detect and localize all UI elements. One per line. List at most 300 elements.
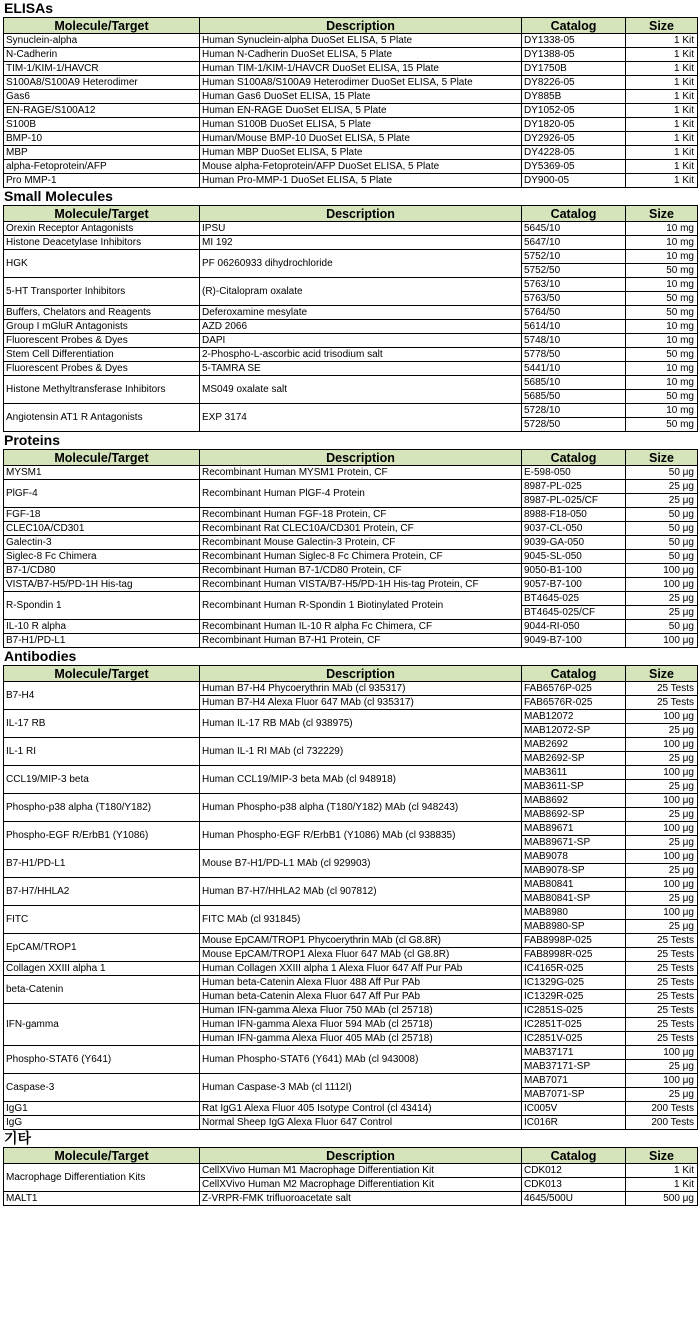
molecule-cell: N-Cadherin	[4, 48, 200, 62]
description-cell: 5-TAMRA SE	[200, 362, 522, 376]
table-row	[4, 62, 698, 76]
description-cell: Human IFN-gamma Alexa Fluor 405 MAb (cl 25718)	[200, 1032, 522, 1046]
description-cell: Human CCL19/MIP-3 beta MAb (cl 948918)	[200, 766, 522, 794]
catalog-cell: MAB9078-SP	[522, 864, 626, 878]
size-cell: 1 Kit	[626, 160, 698, 174]
table-row	[4, 118, 698, 132]
size-cell: 25 μg	[626, 606, 698, 620]
size-cell: 100 μg	[626, 766, 698, 780]
size-cell: 100 μg	[626, 850, 698, 864]
size-cell: 100 μg	[626, 822, 698, 836]
table-row	[4, 480, 698, 494]
size-cell: 50 mg	[626, 348, 698, 362]
table-row	[4, 1046, 698, 1060]
molecule-cell: Group I mGluR Antagonists	[4, 320, 200, 334]
catalog-cell: DY885B	[522, 90, 626, 104]
table-row	[4, 404, 698, 418]
description-cell: Recombinant Human PlGF-4 Protein	[200, 480, 522, 508]
description-cell: Human Phospho-STAT6 (Y641) MAb (cl 943008)	[200, 1046, 522, 1074]
catalog-cell: DY900-05	[522, 174, 626, 188]
size-cell: 50 μg	[626, 550, 698, 564]
table-row	[4, 934, 698, 948]
size-cell: 50 mg	[626, 306, 698, 320]
catalog-cell: 5764/50	[522, 306, 626, 320]
table-row	[4, 222, 698, 236]
catalog-cell: 5441/10	[522, 362, 626, 376]
size-cell: 25 Tests	[626, 696, 698, 710]
molecule-cell: PlGF-4	[4, 480, 200, 508]
description-cell: MI 192	[200, 236, 522, 250]
catalog-cell: FAB6576R-025	[522, 696, 626, 710]
description-cell: Rat IgG1 Alexa Fluor 405 Isotype Control (cl 43414)	[200, 1102, 522, 1116]
size-cell: 100 μg	[626, 564, 698, 578]
table-row	[4, 76, 698, 90]
header-molecule: Molecule/Target	[4, 1148, 200, 1164]
product-table	[3, 17, 698, 188]
size-cell: 10 mg	[626, 222, 698, 236]
catalog-cell: 5645/10	[522, 222, 626, 236]
catalog-cell: 5748/10	[522, 334, 626, 348]
size-cell: 25 Tests	[626, 1004, 698, 1018]
description-cell: Recombinant Human R-Spondin 1 Biotinylated Protein	[200, 592, 522, 620]
table-row	[4, 634, 698, 648]
table-row	[4, 682, 698, 696]
size-cell: 10 mg	[626, 334, 698, 348]
size-cell: 100 μg	[626, 634, 698, 648]
catalog-cell: 5685/50	[522, 390, 626, 404]
molecule-cell: Galectin-3	[4, 536, 200, 550]
table-row	[4, 766, 698, 780]
description-cell: Human Pro-MMP-1 DuoSet ELISA, 5 Plate	[200, 174, 522, 188]
description-cell: Human beta-Catenin Alexa Fluor 488 Aff Pur PAb	[200, 976, 522, 990]
molecule-cell: Buffers, Chelators and Reagents	[4, 306, 200, 320]
molecule-cell: IL-17 RB	[4, 710, 200, 738]
header-size: Size	[626, 1148, 698, 1164]
section-title: Small Molecules	[4, 188, 113, 204]
description-cell: (R)-Citalopram oxalate	[200, 278, 522, 306]
table-row	[4, 564, 698, 578]
catalog-cell: DY1820-05	[522, 118, 626, 132]
description-cell: Human IL-17 RB MAb (cl 938975)	[200, 710, 522, 738]
size-cell: 25 μg	[626, 592, 698, 606]
table-row	[4, 738, 698, 752]
size-cell: 500 μg	[626, 1192, 698, 1206]
molecule-cell: MYSM1	[4, 466, 200, 480]
catalog-cell: 5763/10	[522, 278, 626, 292]
catalog-cell: 9050-B1-100	[522, 564, 626, 578]
description-cell: Mouse alpha-Fetoprotein/AFP DuoSet ELISA, 5 Plate	[200, 160, 522, 174]
table-row	[4, 1102, 698, 1116]
molecule-cell: EN-RAGE/S100A12	[4, 104, 200, 118]
table-row	[4, 522, 698, 536]
table-header-row	[4, 1148, 698, 1164]
catalog-cell: DY4228-05	[522, 146, 626, 160]
header-size: Size	[626, 18, 698, 34]
size-cell: 25 Tests	[626, 990, 698, 1004]
molecule-cell: 5-HT Transporter Inhibitors	[4, 278, 200, 306]
header-catalog: Catalog	[522, 18, 626, 34]
description-cell: Recombinant Human B7-H1 Protein, CF	[200, 634, 522, 648]
table-row	[4, 334, 698, 348]
description-cell: Mouse EpCAM/TROP1 Phycoerythrin MAb (cl G8.8R)	[200, 934, 522, 948]
catalog-cell: 9045-SL-050	[522, 550, 626, 564]
size-cell: 25 μg	[626, 892, 698, 906]
catalog-cell: MAB89671	[522, 822, 626, 836]
description-cell: Human Phospho-p38 alpha (T180/Y182) MAb (cl 948243)	[200, 794, 522, 822]
table-row	[4, 822, 698, 836]
description-cell: IPSU	[200, 222, 522, 236]
catalog-cell: BT4645-025	[522, 592, 626, 606]
description-cell: Mouse EpCAM/TROP1 Alexa Fluor 647 MAb (cl G8.8R)	[200, 948, 522, 962]
size-cell: 100 μg	[626, 738, 698, 752]
molecule-cell: B7-H7/HHLA2	[4, 878, 200, 906]
catalog-cell: MAB80841	[522, 878, 626, 892]
molecule-cell: S100A8/S100A9 Heterodimer	[4, 76, 200, 90]
molecule-cell: HGK	[4, 250, 200, 278]
size-cell: 100 μg	[626, 878, 698, 892]
catalog-cell: MAB8980-SP	[522, 920, 626, 934]
catalog-cell: 9039-GA-050	[522, 536, 626, 550]
size-cell: 100 μg	[626, 1046, 698, 1060]
table-row	[4, 710, 698, 724]
table-header-row	[4, 666, 698, 682]
catalog-cell: MAB89671-SP	[522, 836, 626, 850]
table-row	[4, 236, 698, 250]
size-cell: 25 μg	[626, 864, 698, 878]
description-cell: Recombinant Mouse Galectin-3 Protein, CF	[200, 536, 522, 550]
size-cell: 25 μg	[626, 1060, 698, 1074]
catalog-cell: DY8226-05	[522, 76, 626, 90]
size-cell: 200 Tests	[626, 1116, 698, 1130]
molecule-cell: B7-1/CD80	[4, 564, 200, 578]
table-row	[4, 320, 698, 334]
size-cell: 10 mg	[626, 250, 698, 264]
size-cell: 10 mg	[626, 236, 698, 250]
catalog-cell: MAB37171	[522, 1046, 626, 1060]
section-title: 기타	[4, 1130, 32, 1146]
catalog-cell: 9049-B7-100	[522, 634, 626, 648]
product-table	[3, 1147, 698, 1206]
size-cell: 50 μg	[626, 522, 698, 536]
description-cell: Human Phospho-EGF R/ErbB1 (Y1086) MAb (cl 938835)	[200, 822, 522, 850]
size-cell: 50 mg	[626, 292, 698, 306]
header-description: Description	[200, 450, 522, 466]
table-header-row	[4, 450, 698, 466]
description-cell: Human S100B DuoSet ELISA, 5 Plate	[200, 118, 522, 132]
catalog-cell: 8987-PL-025/CF	[522, 494, 626, 508]
size-cell: 1 Kit	[626, 132, 698, 146]
catalog-cell: 5763/50	[522, 292, 626, 306]
description-cell: Deferoxamine mesylate	[200, 306, 522, 320]
catalog-cell: 5752/50	[522, 264, 626, 278]
description-cell: Human beta-Catenin Alexa Fluor 647 Aff Pur PAb	[200, 990, 522, 1004]
molecule-cell: MALT1	[4, 1192, 200, 1206]
molecule-cell: VISTA/B7-H5/PD-1H His-tag	[4, 578, 200, 592]
description-cell: FITC MAb (cl 931845)	[200, 906, 522, 934]
molecule-cell: IgG	[4, 1116, 200, 1130]
size-cell: 50 μg	[626, 508, 698, 522]
size-cell: 10 mg	[626, 278, 698, 292]
description-cell: Human Gas6 DuoSet ELISA, 15 Plate	[200, 90, 522, 104]
table-row	[4, 160, 698, 174]
table-row	[4, 250, 698, 264]
table-row	[4, 1074, 698, 1088]
molecule-cell: Caspase-3	[4, 1074, 200, 1102]
description-cell: Human S100A8/S100A9 Heterodimer DuoSet ELISA, 5 Plate	[200, 76, 522, 90]
size-cell: 25 Tests	[626, 1032, 698, 1046]
catalog-cell: IC1329R-025	[522, 990, 626, 1004]
table-row	[4, 104, 698, 118]
table-row	[4, 306, 698, 320]
molecule-cell: B7-H4	[4, 682, 200, 710]
description-cell: Recombinant Human B7-1/CD80 Protein, CF	[200, 564, 522, 578]
molecule-cell: Phospho-p38 alpha (T180/Y182)	[4, 794, 200, 822]
size-cell: 25 Tests	[626, 682, 698, 696]
table-row	[4, 174, 698, 188]
description-cell: Recombinant Human Siglec-8 Fc Chimera Protein, CF	[200, 550, 522, 564]
size-cell: 1 Kit	[626, 146, 698, 160]
catalog-cell: MAB8980	[522, 906, 626, 920]
description-cell: 2-Phospho-L-ascorbic acid trisodium salt	[200, 348, 522, 362]
catalog-cell: DY1338-05	[522, 34, 626, 48]
header-description: Description	[200, 206, 522, 222]
catalog-cell: BT4645-025/CF	[522, 606, 626, 620]
molecule-cell: Histone Methyltransferase Inhibitors	[4, 376, 200, 404]
description-cell: Recombinant Human MYSM1 Protein, CF	[200, 466, 522, 480]
table-row	[4, 850, 698, 864]
description-cell: EXP 3174	[200, 404, 522, 432]
table-row	[4, 1004, 698, 1018]
header-molecule: Molecule/Target	[4, 18, 200, 34]
header-description: Description	[200, 666, 522, 682]
table-row	[4, 508, 698, 522]
table-row	[4, 976, 698, 990]
catalog-cell: DY5369-05	[522, 160, 626, 174]
catalog-cell: 5752/10	[522, 250, 626, 264]
table-row	[4, 348, 698, 362]
size-cell: 25 μg	[626, 920, 698, 934]
header-catalog: Catalog	[522, 666, 626, 682]
size-cell: 50 μg	[626, 466, 698, 480]
table-row	[4, 536, 698, 550]
catalog-cell: MAB12072	[522, 710, 626, 724]
molecule-cell: R-Spondin 1	[4, 592, 200, 620]
product-table	[3, 665, 698, 1130]
table-row	[4, 962, 698, 976]
catalog-cell: MAB7071	[522, 1074, 626, 1088]
catalog-cell: E-598-050	[522, 466, 626, 480]
size-cell: 200 Tests	[626, 1102, 698, 1116]
size-cell: 25 Tests	[626, 1018, 698, 1032]
table-row	[4, 90, 698, 104]
size-cell: 1 Kit	[626, 90, 698, 104]
catalog-cell: 9037-CL-050	[522, 522, 626, 536]
catalog-cell: FAB8998P-025	[522, 934, 626, 948]
section-title: Antibodies	[4, 648, 77, 664]
size-cell: 1 Kit	[626, 1178, 698, 1192]
molecule-cell: Siglec-8 Fc Chimera	[4, 550, 200, 564]
size-cell: 25 Tests	[626, 948, 698, 962]
catalog-cell: 8987-PL-025	[522, 480, 626, 494]
table-row	[4, 1164, 698, 1178]
catalog-cell: DY2926-05	[522, 132, 626, 146]
catalog-cell: MAB7071-SP	[522, 1088, 626, 1102]
size-cell: 25 μg	[626, 724, 698, 738]
size-cell: 1 Kit	[626, 34, 698, 48]
molecule-cell: BMP-10	[4, 132, 200, 146]
molecule-cell: beta-Catenin	[4, 976, 200, 1004]
catalog-cell: 8988-F18-050	[522, 508, 626, 522]
table-row	[4, 278, 698, 292]
size-cell: 100 μg	[626, 578, 698, 592]
molecule-cell: MBP	[4, 146, 200, 160]
size-cell: 1 Kit	[626, 1164, 698, 1178]
molecule-cell: EpCAM/TROP1	[4, 934, 200, 962]
size-cell: 50 μg	[626, 620, 698, 634]
description-cell: Human B7-H4 Alexa Fluor 647 MAb (cl 935317)	[200, 696, 522, 710]
table-row	[4, 376, 698, 390]
molecule-cell: Histone Deacetylase Inhibitors	[4, 236, 200, 250]
table-row	[4, 620, 698, 634]
table-row	[4, 132, 698, 146]
molecule-cell: TIM-1/KIM-1/HAVCR	[4, 62, 200, 76]
catalog-cell: DY1052-05	[522, 104, 626, 118]
molecule-cell: Macrophage Differentiation Kits	[4, 1164, 200, 1192]
header-size: Size	[626, 206, 698, 222]
table-row	[4, 1192, 698, 1206]
molecule-cell: Stem Cell Differentiation	[4, 348, 200, 362]
catalog-cell: MAB37171-SP	[522, 1060, 626, 1074]
table-header-row	[4, 206, 698, 222]
molecule-cell: IFN-gamma	[4, 1004, 200, 1046]
size-cell: 100 μg	[626, 1074, 698, 1088]
table-row	[4, 48, 698, 62]
description-cell: Human TIM-1/KIM-1/HAVCR DuoSet ELISA, 15 Plate	[200, 62, 522, 76]
catalog-cell: MAB2692-SP	[522, 752, 626, 766]
molecule-cell: CCL19/MIP-3 beta	[4, 766, 200, 794]
size-cell: 25 μg	[626, 752, 698, 766]
molecule-cell: Collagen XXIII alpha 1	[4, 962, 200, 976]
table-row	[4, 578, 698, 592]
size-cell: 100 μg	[626, 906, 698, 920]
catalog-cell: MAB3611	[522, 766, 626, 780]
table-row	[4, 1116, 698, 1130]
molecule-cell: IL-1 RI	[4, 738, 200, 766]
header-catalog: Catalog	[522, 206, 626, 222]
size-cell: 25 Tests	[626, 976, 698, 990]
description-cell: Human N-Cadherin DuoSet ELISA, 5 Plate	[200, 48, 522, 62]
molecule-cell: Phospho-STAT6 (Y641)	[4, 1046, 200, 1074]
catalog-cell: MAB9078	[522, 850, 626, 864]
molecule-cell: Phospho-EGF R/ErbB1 (Y1086)	[4, 822, 200, 850]
catalog-cell: DY1750B	[522, 62, 626, 76]
molecule-cell: Gas6	[4, 90, 200, 104]
molecule-cell: Orexin Receptor Antagonists	[4, 222, 200, 236]
description-cell: Human IFN-gamma Alexa Fluor 594 MAb (cl 25718)	[200, 1018, 522, 1032]
size-cell: 25 μg	[626, 480, 698, 494]
size-cell: 1 Kit	[626, 104, 698, 118]
table-row	[4, 906, 698, 920]
catalog-cell: CDK013	[522, 1178, 626, 1192]
molecule-cell: IgG1	[4, 1102, 200, 1116]
size-cell: 25 μg	[626, 780, 698, 794]
size-cell: 1 Kit	[626, 48, 698, 62]
catalog-cell: IC005V	[522, 1102, 626, 1116]
size-cell: 1 Kit	[626, 76, 698, 90]
catalog-cell: MAB12072-SP	[522, 724, 626, 738]
table-row	[4, 466, 698, 480]
size-cell: 10 mg	[626, 320, 698, 334]
molecule-cell: IL-10 R alpha	[4, 620, 200, 634]
size-cell: 100 μg	[626, 794, 698, 808]
header-molecule: Molecule/Target	[4, 450, 200, 466]
header-size: Size	[626, 450, 698, 466]
table-row	[4, 550, 698, 564]
molecule-cell: Fluorescent Probes & Dyes	[4, 362, 200, 376]
catalog-cell: 9057-B7-100	[522, 578, 626, 592]
product-table	[3, 205, 698, 432]
size-cell: 25 μg	[626, 836, 698, 850]
description-cell: Human EN-RAGE DuoSet ELISA, 5 Plate	[200, 104, 522, 118]
description-cell: Human Synuclein-alpha DuoSet ELISA, 5 Plate	[200, 34, 522, 48]
header-catalog: Catalog	[522, 1148, 626, 1164]
molecule-cell: Fluorescent Probes & Dyes	[4, 334, 200, 348]
description-cell: Human IFN-gamma Alexa Fluor 750 MAb (cl 25718)	[200, 1004, 522, 1018]
size-cell: 25 Tests	[626, 934, 698, 948]
header-molecule: Molecule/Target	[4, 666, 200, 682]
description-cell: Human B7-H7/HHLA2 MAb (cl 907812)	[200, 878, 522, 906]
size-cell: 50 mg	[626, 264, 698, 278]
size-cell: 50 mg	[626, 418, 698, 432]
size-cell: 1 Kit	[626, 62, 698, 76]
size-cell: 1 Kit	[626, 118, 698, 132]
table-row	[4, 146, 698, 160]
size-cell: 25 Tests	[626, 962, 698, 976]
description-cell: Human IL-1 RI MAb (cl 732229)	[200, 738, 522, 766]
header-description: Description	[200, 18, 522, 34]
catalog-cell: FAB8998R-025	[522, 948, 626, 962]
catalog-cell: 5728/50	[522, 418, 626, 432]
description-cell: Normal Sheep IgG Alexa Fluor 647 Control	[200, 1116, 522, 1130]
description-cell: CellXVivo Human M1 Macrophage Differentiation Kit	[200, 1164, 522, 1178]
description-cell: Mouse B7-H1/PD-L1 MAb (cl 929903)	[200, 850, 522, 878]
catalog-cell: 5614/10	[522, 320, 626, 334]
description-cell: Human/Mouse BMP-10 DuoSet ELISA, 5 Plate	[200, 132, 522, 146]
size-cell: 10 mg	[626, 404, 698, 418]
catalog-cell: MAB80841-SP	[522, 892, 626, 906]
description-cell: Recombinant Human IL-10 R alpha Fc Chimera, CF	[200, 620, 522, 634]
description-cell: Z-VRPR-FMK trifluoroacetate salt	[200, 1192, 522, 1206]
section-title: Proteins	[4, 432, 61, 448]
table-row	[4, 592, 698, 606]
catalog-cell: IC2851T-025	[522, 1018, 626, 1032]
size-cell: 10 mg	[626, 362, 698, 376]
header-description: Description	[200, 1148, 522, 1164]
catalog-cell: 5685/10	[522, 376, 626, 390]
molecule-cell: B7-H1/PD-L1	[4, 634, 200, 648]
catalog-cell: MAB3611-SP	[522, 780, 626, 794]
description-cell: Human Caspase-3 MAb (cl 1112I)	[200, 1074, 522, 1102]
molecule-cell: FITC	[4, 906, 200, 934]
description-cell: AZD 2066	[200, 320, 522, 334]
catalog-cell: IC4165R-025	[522, 962, 626, 976]
catalog-cell: CDK012	[522, 1164, 626, 1178]
size-cell: 1 Kit	[626, 174, 698, 188]
catalog-cell: 5647/10	[522, 236, 626, 250]
molecule-cell: alpha-Fetoprotein/AFP	[4, 160, 200, 174]
catalog-cell: MAB2692	[522, 738, 626, 752]
molecule-cell: CLEC10A/CD301	[4, 522, 200, 536]
